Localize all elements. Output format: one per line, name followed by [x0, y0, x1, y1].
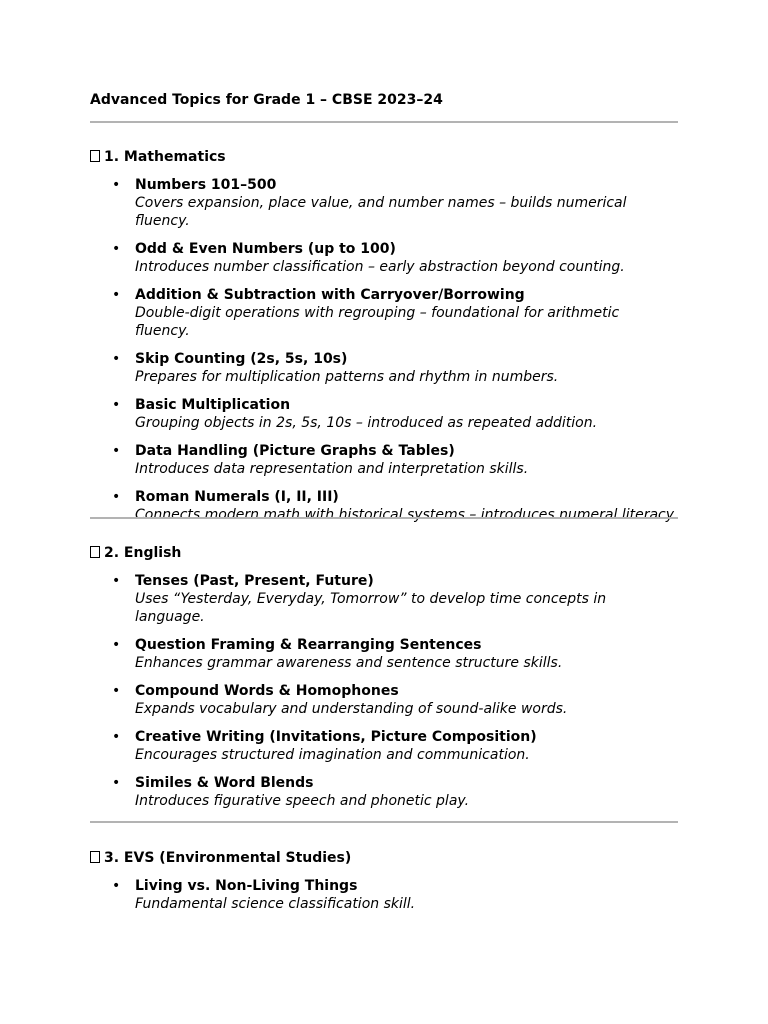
topic-name: Skip Counting (2s, 5s, 10s) [135, 351, 348, 367]
topic-description: Fundamental science classification skill. [135, 896, 416, 912]
list-item [90, 240, 678, 276]
section-heading-mathematics [90, 148, 226, 166]
list-item [90, 682, 678, 718]
missing-glyph-icon [90, 150, 100, 162]
topic-description: Connects modern math with historical systems – introduces numeral literacy. [135, 507, 678, 523]
topic-description: Expands vocabulary and understanding of sound-alike words. [135, 701, 568, 717]
topic-name: Addition & Subtraction with Carryover/Borrowing [135, 287, 525, 303]
topic-description: Encourages structured imagination and communication. [135, 747, 530, 763]
list-item [90, 636, 678, 672]
divider [90, 821, 678, 823]
topic-description: Introduces number classification – early abstraction beyond counting. [135, 259, 625, 275]
topic-description: Uses “Yesterday, Everyday, Tomorrow” to develop time concepts in language. [135, 591, 607, 625]
section-heading-english [90, 544, 181, 562]
list-item [90, 728, 678, 764]
list-item [90, 572, 678, 626]
topic-name: Tenses (Past, Present, Future) [135, 573, 374, 589]
missing-glyph-icon [90, 546, 100, 558]
divider [90, 121, 678, 123]
bullet: • [112, 729, 121, 745]
list-item [90, 877, 678, 913]
topic-name: Living vs. Non-Living Things [135, 878, 358, 894]
topic-name: Creative Writing (Invitations, Picture Composition) [135, 729, 537, 745]
bullet: • [112, 177, 121, 193]
list-item [90, 396, 678, 432]
topic-description: Double-digit operations with regrouping – foundational for arithmetic fluency. [135, 305, 620, 339]
list-item [90, 350, 678, 386]
topic-name: Numbers 101–500 [135, 177, 277, 193]
topic-name: Compound Words & Homophones [135, 683, 399, 699]
list-item [90, 442, 678, 478]
bullet: • [112, 775, 121, 791]
bullet: • [112, 683, 121, 699]
topic-description: Prepares for multiplication patterns and rhythm in numbers. [135, 369, 559, 385]
list-item [90, 176, 678, 230]
topic-list-mathematics [90, 176, 678, 534]
topic-name: Roman Numerals (I, II, III) [135, 489, 339, 505]
bullet: • [112, 573, 121, 589]
bullet: • [112, 443, 121, 459]
topic-name: Basic Multiplication [135, 397, 291, 413]
list-item [90, 286, 678, 340]
missing-glyph-icon [90, 851, 100, 863]
topic-description: Covers expansion, place value, and number names – builds numerical fluency. [135, 195, 627, 229]
divider [90, 517, 678, 519]
topic-name: Data Handling (Picture Graphs & Tables) [135, 443, 455, 459]
topic-description: Grouping objects in 2s, 5s, 10s – introduced as repeated addition. [135, 415, 598, 431]
list-item [90, 774, 678, 810]
topic-description: Introduces figurative speech and phonetic play. [135, 793, 470, 809]
topic-description: Enhances grammar awareness and sentence structure skills. [135, 655, 563, 671]
document-title: Advanced Topics for Grade 1 – CBSE 2023–24 [90, 92, 443, 108]
bullet: • [112, 241, 121, 257]
section-heading-text: 1. Mathematics [104, 149, 226, 165]
bullet: • [112, 397, 121, 413]
topic-name: Question Framing & Rearranging Sentences [135, 637, 482, 653]
bullet: • [112, 351, 121, 367]
topic-description: Introduces data representation and interpretation skills. [135, 461, 529, 477]
section-heading-text: 3. EVS (Environmental Studies) [104, 850, 352, 866]
topic-name: Odd & Even Numbers (up to 100) [135, 241, 396, 257]
topic-list-english [90, 572, 678, 820]
bullet: • [112, 637, 121, 653]
section-heading-text: 2. English [104, 545, 182, 561]
bullet: • [112, 287, 121, 303]
topic-name: Similes & Word Blends [135, 775, 314, 791]
section-heading-evs [90, 849, 351, 867]
bullet: • [112, 489, 121, 505]
topic-list-evs [90, 877, 678, 923]
bullet: • [112, 878, 121, 894]
